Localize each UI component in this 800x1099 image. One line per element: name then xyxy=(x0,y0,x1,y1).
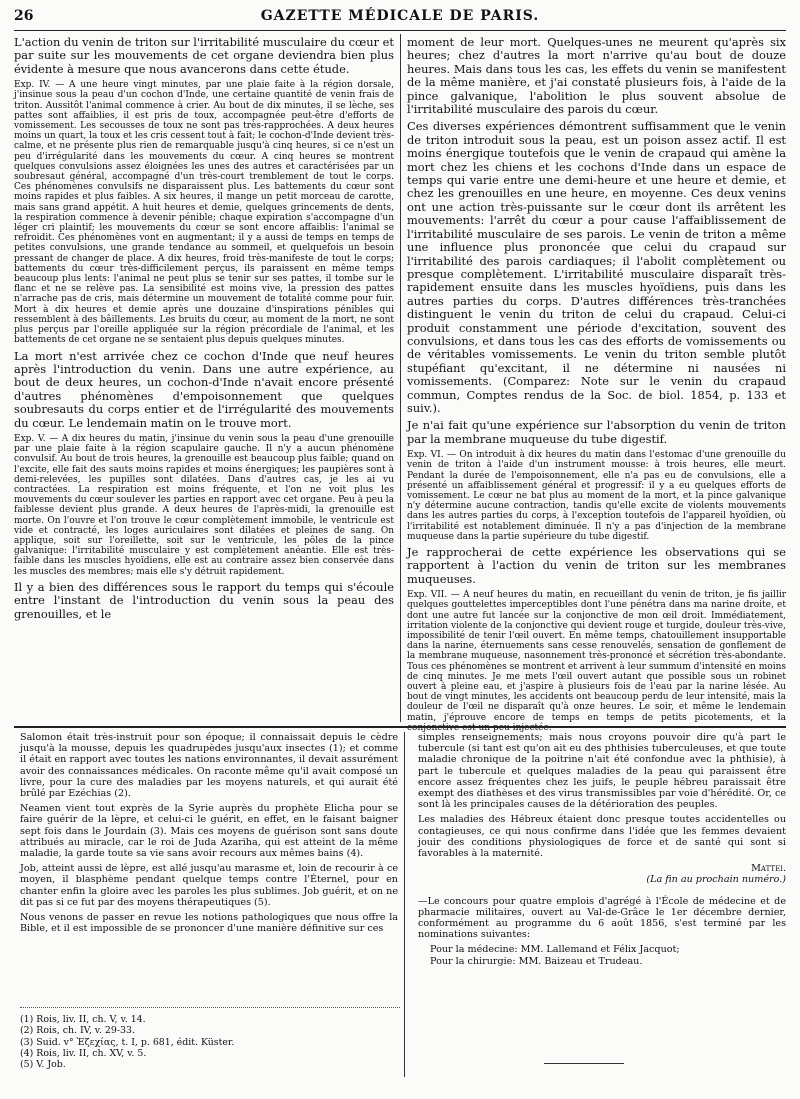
experiment-7: Exp. VII. — A neuf heures du matin, en recueillant du venin de triton, je fis jaillir quelques gouttelettes imperceptibles dont l'une pénétra dans ma narine droite, et dont une autre fut lancée sur la conjonctive de mon œil droit. Immédiatement, irritation violente de la conjonctive qui devient rouge et turgide, douleur très-vive, impossibilité de tenir l'œil ouvert. En même temps, chatouillement insupportable dans la narine, éternuements sans cesse renouvelés, sensation de gonflement de la membrane muqueuse, nasonnement très-prononcé et sécrétion très-abondante. Tous ces phénomènes se montrent et arrivent à leur summum d'intensité en moins de cinq minutes. Je me mets l'œil ouvert autant que possible sous un robinet ouvert à pleine eau, et j'aspire à plusieurs fois de l'eau par la narine lésée. Au bout de vingt minutes, les accidents ont beaucoup perdu de leur intensité, mais la douleur de l'œil ne disparaît qu'à onze heures. Le soir, et même le lendemain matin, j'éprouve encore de temps en temps de petits picotements, et la conjonctive est un peu injectée. xyxy=(407,590,786,733)
experiments-summary: Ces diverses expériences démontrent suffisamment que le venin de triton introduit sous la peau, est un poison assez actif. Il est moins énergique toutefois que le venin de crapaud qui amène la mort chez les chiens et les cochons d'Inde dans un espace de temps qui varie entre une demi-heure et une heure et demie, et chez les grenouilles en une heure, en moyenne. Ces deux venins ont une action très-puissante sur le cœur dont ils arrêtent les mouvements: l'arrêt du cœur a pour cause l'affaiblissement de l'irritabilité musculaire de ses parois. Le venin de triton a même une influence plus prononcée que celui du crapaud sur l'irritabilité des parois cardiaques; il l'abolit complètement ou presque complètement. L'irritabilité musculaire disparaît très-rapidement ensuite dans les muscles hyoïdiens, puis dans les autres parties du corps. D'autres différences très-tranchées distinguent le venin du triton de celui du crapaud. Celui-ci produit constamment une période d'excitation, souvent des convulsions, et dans tous les cas des efforts de vomissements ou de véritables vomissements. Le venin du triton semble plutôt stupéfiant qu'excitant, il ne détermine ni nausées ni vomissements. (Comparez: Note sur le venin du crapaud commun, Comptes rendus de la Soc. de biol. 1854, p. 133 et suiv.). xyxy=(407,119,786,415)
journal-title: GAZETTE MÉDICALE DE PARIS. xyxy=(260,8,540,24)
author-signature: Mattei. xyxy=(751,863,786,875)
hebrew-health-paragraph: simples renseignements; mais nous croyons pouvoir dire qu'à part le tubercule (si tant est qu'on ait eu des phthisies tuberculeuses, et que toute maladie chronique de la poitrine n'ait été confondue avec la phthisie), à part le tubercule et quelques maladies de la peau qui paraissent être encore assez fréquentes chez les juifs, le peuple hébreu paraissait être exempt des diathèses et des virus transmissibles par voie d'hérédité. Or, ce sont là les principales causes de la détérioration des peuples. xyxy=(418,732,786,811)
section-rule xyxy=(14,726,786,728)
left-column-top xyxy=(14,36,394,718)
bible-review-paragraph: Nous venons de passer en revue les notions pathologiques que nous offre la Bible, et il est impossible de se prononcer d'une manière définitive sur ces xyxy=(20,912,398,935)
header-rule xyxy=(14,30,786,31)
comparison-paragraph: Je rapprocherai de cette expérience les observations qui se rapportent à l'action du venin de triton sur les membranes muqueuses. xyxy=(407,545,786,586)
hebrew-diseases-paragraph: Les maladies des Hébreux étaient donc presque toutes accidentelles ou contagieuses, ce qui nous confirme dans l'idée que les femmes devaient jouir des conditions physiologiques de force et de santé qui sont si favorables à la maternité. xyxy=(418,814,786,860)
closing-rule xyxy=(544,1063,624,1064)
left-column-bottom xyxy=(20,732,398,1004)
salomon-paragraph: Salomon était très-instruit pour son époque; il connaissait depuis le cèdre jusqu'à la mousse, depuis les quadrupèdes jusqu'aux insectes (1); et comme il était en rapport avec toutes les nations environnantes, il devait assurément avoir des connaissances médicales. On raconte même qu'il avait composé un livre, pour la cure des maladies par les moyens naturels, et qui aurait été brûlé par Ezéchias (2). xyxy=(20,732,398,800)
medecine-nominations: Pour la médecine: MM. Lallemand et Félix Jacquot; xyxy=(430,944,680,956)
to-be-continued: (La fin au prochain numéro.) xyxy=(646,874,786,886)
footnote: (3) Suid. v° Ἐζεχίας, t. I, p. 681, édit. Küster. xyxy=(20,1036,235,1048)
experiment-4: Exp. IV. — A une heure vingt minutes, par une plaie faite à la région dorsale, j'insinue sous la peau d'un cochon d'Inde, une certaine quantité de venin frais de triton. Aussitôt l'animal commence à crier. Au bout de dix minutes, il se lèche, ses pattes sont affaiblies, il est pris de toux, accompagnée peut-être d'efforts de vomissement. Les secousses de toux ne sont pas très-rapprochées. A deux heures moins un quart, la toux et les cris cessent tout à fait; le cochon-d'Inde devient très-calme, et ne présente plus rien de remarquable jusqu'à cinq heures, si ce n'est un peu d'irrégularité dans les mouvements du cœur. A cinq heures se montrent quelques convulsions assez éloignées les unes des autres et caractérisées par un soubresaut général, accompagné d'un très-court tremblement de tout le corps. Ces phénomènes convulsifs ne disparaissent plus. Les battements du cœur sont moins rapides et plus faibles. A six heures, il mange un petit morceau de carotte, mais sans grand appétit. A huit heures et demie, quelques grincements de dents, la respiration commence à devenir pénible; chaque expiration s'accompagne d'un léger cri plaintif; les mouvements du cœur se sont encore affaiblis: l'animal se refroidit. Ces phénomènes vont en augmentant; il y a aussi de temps en temps de petites convulsions, une grande tendance au sommeil, et quelquefois un besoin pressant de changer de place. A dix heures, froid très-manifeste de tout le corps; battements du cœur très-difficilement perçus, ils paraissent en même temps beaucoup plus lents: l'animal ne peut plus se tenir sur ses pattes, il tombe sur le flanc et ne se relève pas. La sensibilité est moins vive, la pression des pattes n'arrache pas de cris, mais détermine un mouvement de totalité comme pour fuir. Mort à dix heures et demie après une douzaine d'inspirations pénibles qui ressemblent à des bâillements. Les bruits du cœur, au moment de la mort, ne sont plus perçus par l'oreille appliquée sur la région précordiale de l'animal, et les battements de cet organe ne se sentaient plus depuis quelques minutes. xyxy=(14,80,394,346)
experiment-5: Exp. V. — A dix heures du matin, j'insinue du venin sous la peau d'une grenouille par une plaie faite à la région scapulaire gauche. Il n'y a aucun phénomène convulsif. Au bout de trois heures, la grenouille est beaucoup plus faible; quand on l'excite, elle fait des sauts moins rapides et moins énergiques; les paupières sont à demi-relevées, les pupilles sont dilatées. Dans d'autres cas, je les ai vu contractées. La respiration est moins fréquente, et l'on ne voit plus les mouvements du cœur soulever les parties en rapport avec cet organe. Peu à peu la faiblesse devient plus grande. A deux heures de l'après-midi, la grenouille est morte. On l'ouvre et l'on trouve le cœur complètement immobile, le ventricule est vide et contracté, les loges auriculaires sont dilatées et pleines de sang. On applique, soit sur l'oreillette, soit sur le ventricule, les pôles de la pince galvanique: l'irritabilité musculaire y est complètement anéantie. Elle est très-faible dans les muscles hyoïdiens, elle est au contraire assez bien conservée dans les muscles des membres; mais elle s'y détruit rapidement. xyxy=(14,433,394,577)
death-paragraph: La mort n'est arrivée chez ce cochon d'Inde que neuf heures après l'introduction du venin. Dans une autre expérience, au bout de deux heures, un cochon-d'Inde n'avait encore présenté d'autres phénomènes d'empoisonnement que quelques soubresauts du corps entier et de l'irrégularité des mouvements du cœur. Le lendemain matin on le trouve mort. xyxy=(14,348,394,430)
footnote: (2) Rois, ch. IV, v. 29-33. xyxy=(20,1025,135,1037)
chirurgie-nominations: Pour la chirurgie: MM. Baizeau et Trudeau. xyxy=(430,955,643,967)
neamen-paragraph: Neamen vient tout exprès de la Syrie auprès du prophète Elicha pour se faire guérir de la lèpre, et celui-ci le guérit, en effet, en le faisant baigner sept fois dans le Jourdain (3). Mais ces moyens de guérison sont sans doute attribués au miracle, car le roi de Juda Azariha, qui est atteint de la même maladie, la garde toute sa vie sans avoir recours aux mêmes bains (4). xyxy=(20,803,398,860)
absorption-paragraph: Je n'ai fait qu'une expérience sur l'absorption du venin de triton par la membrane muqueuse du tube digestif. xyxy=(407,418,786,446)
concours-announcement: —Le concours pour quatre emplois d'agrégé à l'École de médecine et de pharmacie militaires, ouvert au Val-de-Grâce le 1er décembre dernier, conformément au programme du 6 août 1856, s'est terminé par les nominations suivantes: xyxy=(418,895,786,941)
right-column-bottom xyxy=(418,732,786,1072)
column-divider-top xyxy=(400,34,401,722)
experiment-6: Exp. VI. — On introduit à dix heures du matin dans l'estomac d'une grenouille du venin de triton à l'aide d'un instrument mousse: à trois heures, elle meurt. Pendant la durée de l'empoisonnement, elle n'a pas eu de convulsions, elle a présenté un affaiblissement général et progressif: il y a eu quelques efforts de vomissement. Le cœur ne bat plus au moment de la mort, et la pince galvanique n'y détermine aucune contraction, tandis qu'elle excite de violents mouvements dans les autres parties du corps, à l'exception toutefois de l'appareil hyoïdien, où l'irritabilité est notablement diminuée. Il n'y a pas d'injection de la membrane muqueuse dans la partie supérieure du tube digestif. xyxy=(407,450,786,542)
footnote: (4) Rois, liv. II, ch. XV, v. 5. xyxy=(20,1047,147,1059)
right-column-top xyxy=(407,35,786,733)
page-header xyxy=(14,8,786,28)
footnotes xyxy=(20,1014,400,1070)
differences-paragraph: Il y a bien des différences sous le rapport du temps qui s'écoule entre l'instant de l'introduction du venin sous la peau des grenouilles, et le xyxy=(14,579,394,621)
page-number: 26 xyxy=(14,8,34,24)
intro-paragraph: L'action du venin de triton sur l'irritabilité musculaire du cœur et par suite sur les mouvements de cet organe deviendra bien plus évidente à mesure que nous avancerons dans cette étude. xyxy=(14,35,394,76)
job-paragraph: Job, atteint aussi de lèpre, est allé jusqu'au marasme et, loin de recourir à ce moyen, il blasphème pendant quelque temps contre l'Éternel, pour en chanter enfin la gloire avec les paroles les plus sublimes. Job guérit, et on ne dit pas si ce fut par des moyens thérapeutiques (5). xyxy=(20,863,398,908)
footnote: (5) V. Job. xyxy=(20,1059,66,1071)
continuation-paragraph: moment de leur mort. Quelques-unes ne meurent qu'après six heures; chez d'autres la mort n'arrive qu'au bout de douze heures. Mais dans tous les cas, les effets du venin se manifestent de la même manière, et j'ai constaté plusieurs fois, à l'aide de la pince galvanique, l'abolition le plus souvent absolue de l'irritabilité musculaire des parois du cœur. xyxy=(407,35,786,117)
footnote-separator xyxy=(20,1007,400,1008)
footnote: (1) Rois, liv. II, ch. V, v. 14. xyxy=(20,1014,146,1025)
column-divider-bottom xyxy=(404,732,405,1077)
